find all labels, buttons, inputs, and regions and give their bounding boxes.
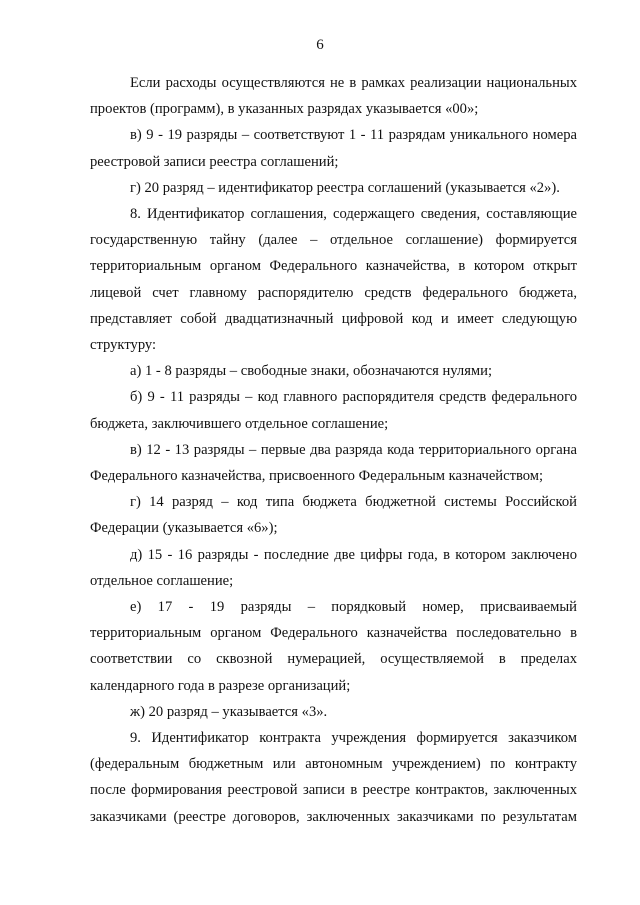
paragraph-item-v: в) 12 - 13 разряды – первые два разряда кода территориального органа Федерального казначейства, присвоенного Федеральным казначейством; <box>90 441 577 485</box>
paragraph-item-e: е) 17 - 19 разряды – порядковый номер, присваиваемый территориальным органом Федерального казначейства последовательно в соответствии со сквозной нумерацией, осуществляемой в пределах календарного года в разрезе организаций; <box>90 599 577 694</box>
paragraph-national-projects: Если расходы осуществляются не в рамках реализации национальных проектов (программ), в указанных разрядах указывается «00»; <box>90 75 577 118</box>
paragraph-item-a: а) 1 - 8 разряды – свободные знаки, обозначаются нулями; <box>130 363 493 380</box>
paragraph-item-d: д) 15 - 16 разряды - последние две цифры года, в котором заключено отдельное соглашение; <box>90 546 577 589</box>
paragraph-item-b: б) 9 - 11 разряды – код главного распорядителя средств федерального бюджета, заключившего отдельное соглашение; <box>90 389 577 432</box>
paragraph-section-9: 9. Идентификатор контракта учреждения формируется заказчиком (федеральным бюджетным или автономным учреждением) по контракту после формирования реестровой записи в реестре контрактов, заключенных заказчиками (реестре договоров, заключенных заказчиками по результатам <box>90 730 577 825</box>
paragraph-item-v-9-19: в) 9 - 19 разряды – соответствуют 1 - 11 разрядам уникального номера реестровой записи реестра соглашений; <box>90 127 577 170</box>
paragraph-item-g-20: г) 20 разряд – идентификатор реестра соглашений (указывается «2»). <box>130 179 560 196</box>
page-number: 6 <box>316 37 324 53</box>
paragraph-item-zh: ж) 20 разряд – указывается «3». <box>130 703 328 720</box>
paragraph-section-8: 8. Идентификатор соглашения, содержащего сведения, составляющие государственную тайну (далее – отдельное соглашение) формируется территориальным органом Федерального казначейства, в котором открыт лицевой счет главному распорядителю средств федерального бюджета, представляет собой двадцатизначный цифровой код и имеет следующую структуру: <box>90 206 577 354</box>
document-body <box>90 70 577 830</box>
paragraph-item-g: г) 14 разряд – код типа бюджета бюджетной системы Российской Федерации (указывается «6»); <box>90 494 577 537</box>
